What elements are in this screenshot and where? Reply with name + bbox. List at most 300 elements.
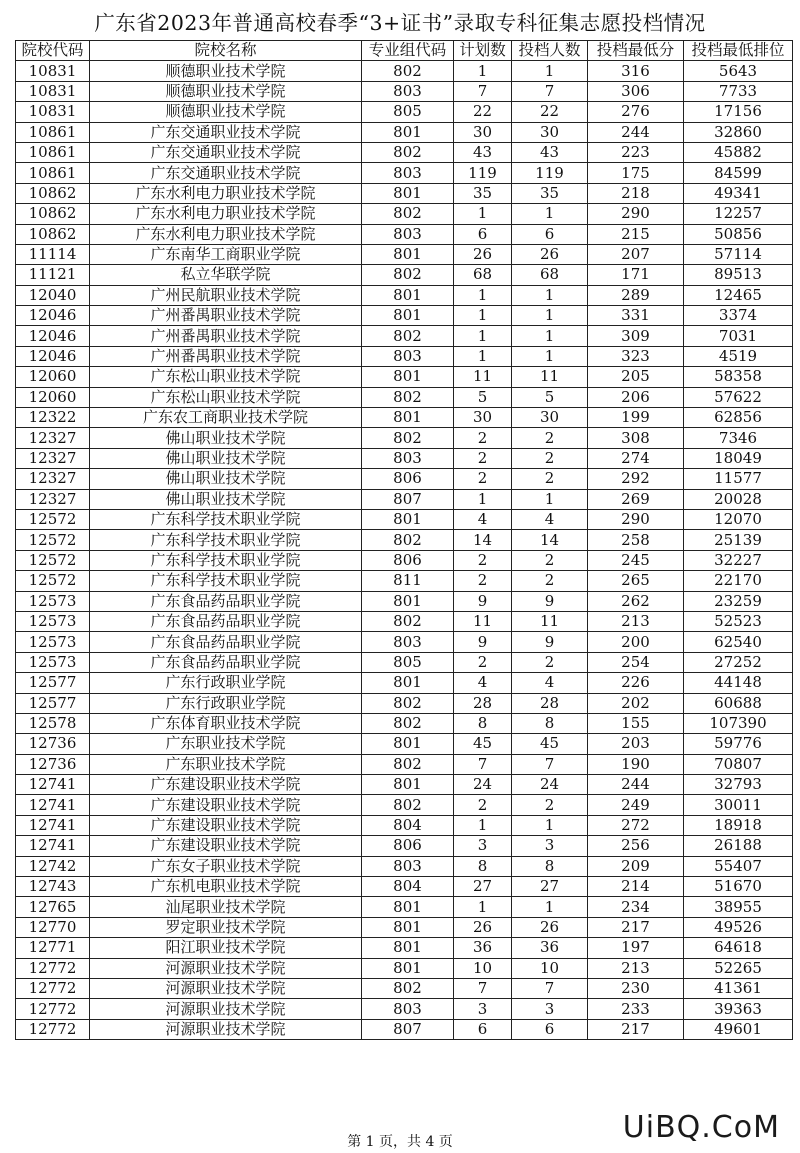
- cell-school-code: 12772: [16, 999, 90, 1019]
- cell-group-code: 802: [362, 530, 454, 550]
- cell-plan-count: 8: [454, 713, 512, 733]
- cell-admit-count: 43: [512, 142, 588, 162]
- table-row: [16, 571, 793, 591]
- cell-admit-count: 14: [512, 530, 588, 550]
- table-row: [16, 448, 793, 468]
- cell-min-rank: 45882: [684, 142, 793, 162]
- cell-group-code: 802: [362, 795, 454, 815]
- table-row: [16, 734, 793, 754]
- cell-admit-count: 26: [512, 917, 588, 937]
- cell-group-code: 801: [362, 673, 454, 693]
- cell-plan-count: 45: [454, 734, 512, 754]
- cell-min-rank: 58358: [684, 367, 793, 387]
- cell-school-name: 广州番禺职业技术学院: [90, 346, 362, 366]
- cell-min-rank: 49341: [684, 183, 793, 203]
- cell-school-code: 10862: [16, 183, 90, 203]
- cell-plan-count: 1: [454, 285, 512, 305]
- cell-plan-count: 1: [454, 897, 512, 917]
- cell-school-name: 河源职业技术学院: [90, 978, 362, 998]
- cell-plan-count: 2: [454, 469, 512, 489]
- cell-min-rank: 60688: [684, 693, 793, 713]
- table-row: [16, 1019, 793, 1039]
- cell-group-code: 804: [362, 815, 454, 835]
- cell-min-score: 244: [588, 122, 684, 142]
- table-row: [16, 632, 793, 652]
- cell-plan-count: 14: [454, 530, 512, 550]
- table-row: [16, 183, 793, 203]
- cell-min-score: 258: [588, 530, 684, 550]
- cell-admit-count: 2: [512, 652, 588, 672]
- cell-plan-count: 1: [454, 326, 512, 346]
- cell-plan-count: 119: [454, 163, 512, 183]
- table-row: [16, 326, 793, 346]
- cell-admit-count: 11: [512, 611, 588, 631]
- cell-plan-count: 22: [454, 102, 512, 122]
- cell-school-code: 12770: [16, 917, 90, 937]
- table-row: [16, 815, 793, 835]
- cell-group-code: 811: [362, 571, 454, 591]
- cell-group-code: 803: [362, 856, 454, 876]
- cell-school-code: 12046: [16, 346, 90, 366]
- cell-school-code: 10831: [16, 61, 90, 81]
- cell-admit-count: 5: [512, 387, 588, 407]
- cell-plan-count: 35: [454, 183, 512, 203]
- cell-min-score: 200: [588, 632, 684, 652]
- cell-min-rank: 23259: [684, 591, 793, 611]
- cell-school-code: 12741: [16, 775, 90, 795]
- cell-school-name: 河源职业技术学院: [90, 999, 362, 1019]
- cell-admit-count: 26: [512, 244, 588, 264]
- cell-school-code: 12327: [16, 428, 90, 448]
- cell-school-name: 广东食品药品职业学院: [90, 652, 362, 672]
- cell-school-name: 佛山职业技术学院: [90, 489, 362, 509]
- cell-plan-count: 3: [454, 999, 512, 1019]
- cell-school-code: 12577: [16, 693, 90, 713]
- cell-group-code: 806: [362, 550, 454, 570]
- cell-min-score: 274: [588, 448, 684, 468]
- cell-plan-count: 7: [454, 754, 512, 774]
- cell-min-rank: 70807: [684, 754, 793, 774]
- cell-group-code: 803: [362, 346, 454, 366]
- cell-min-score: 249: [588, 795, 684, 815]
- cell-school-name: 广东水利电力职业技术学院: [90, 183, 362, 203]
- cell-school-name: 广东科学技术职业学院: [90, 571, 362, 591]
- cell-school-code: 12327: [16, 448, 90, 468]
- cell-school-code: 12572: [16, 571, 90, 591]
- cell-min-score: 205: [588, 367, 684, 387]
- cell-group-code: 803: [362, 999, 454, 1019]
- cell-plan-count: 3: [454, 836, 512, 856]
- cell-group-code: 807: [362, 1019, 454, 1039]
- cell-school-name: 广东食品药品职业学院: [90, 632, 362, 652]
- table-row: [16, 224, 793, 244]
- cell-min-score: 256: [588, 836, 684, 856]
- cell-min-score: 265: [588, 571, 684, 591]
- cell-school-name: 顺德职业技术学院: [90, 61, 362, 81]
- cell-admit-count: 1: [512, 326, 588, 346]
- cell-plan-count: 2: [454, 448, 512, 468]
- cell-admit-count: 8: [512, 713, 588, 733]
- cell-plan-count: 26: [454, 244, 512, 264]
- cell-min-rank: 20028: [684, 489, 793, 509]
- cell-min-score: 262: [588, 591, 684, 611]
- cell-group-code: 801: [362, 917, 454, 937]
- cell-school-code: 12741: [16, 795, 90, 815]
- cell-min-score: 218: [588, 183, 684, 203]
- cell-plan-count: 8: [454, 856, 512, 876]
- cell-min-score: 308: [588, 428, 684, 448]
- cell-min-score: 223: [588, 142, 684, 162]
- cell-min-score: 234: [588, 897, 684, 917]
- cell-plan-count: 4: [454, 509, 512, 529]
- table-row: [16, 367, 793, 387]
- cell-group-code: 801: [362, 408, 454, 428]
- cell-admit-count: 119: [512, 163, 588, 183]
- cell-min-rank: 39363: [684, 999, 793, 1019]
- cell-min-score: 207: [588, 244, 684, 264]
- cell-school-code: 12327: [16, 489, 90, 509]
- cell-school-code: 12741: [16, 815, 90, 835]
- table-row: [16, 958, 793, 978]
- table-row: [16, 877, 793, 897]
- cell-school-name: 广东科学技术职业学院: [90, 530, 362, 550]
- cell-plan-count: 5: [454, 387, 512, 407]
- cell-min-rank: 107390: [684, 713, 793, 733]
- cell-admit-count: 7: [512, 978, 588, 998]
- cell-min-score: 213: [588, 958, 684, 978]
- cell-school-code: 12577: [16, 673, 90, 693]
- table-row: [16, 836, 793, 856]
- cell-min-score: 213: [588, 611, 684, 631]
- cell-school-name: 广东职业技术学院: [90, 754, 362, 774]
- cell-min-score: 323: [588, 346, 684, 366]
- cell-school-name: 广东建设职业技术学院: [90, 815, 362, 835]
- cell-school-code: 12572: [16, 550, 90, 570]
- cell-min-score: 215: [588, 224, 684, 244]
- table-row: [16, 999, 793, 1019]
- cell-plan-count: 24: [454, 775, 512, 795]
- cell-plan-count: 2: [454, 550, 512, 570]
- cell-min-score: 254: [588, 652, 684, 672]
- cell-group-code: 802: [362, 61, 454, 81]
- cell-school-code: 12772: [16, 1019, 90, 1039]
- cell-school-code: 12736: [16, 754, 90, 774]
- cell-admit-count: 3: [512, 999, 588, 1019]
- cell-school-name: 广州民航职业技术学院: [90, 285, 362, 305]
- cell-min-rank: 18918: [684, 815, 793, 835]
- cell-school-name: 广东建设职业技术学院: [90, 775, 362, 795]
- cell-school-code: 12765: [16, 897, 90, 917]
- cell-school-code: 10861: [16, 122, 90, 142]
- cell-school-code: 10861: [16, 163, 90, 183]
- cell-admit-count: 2: [512, 550, 588, 570]
- cell-school-code: 10831: [16, 81, 90, 101]
- cell-school-name: 广东行政职业学院: [90, 673, 362, 693]
- cell-school-name: 顺德职业技术学院: [90, 81, 362, 101]
- cell-school-name: 河源职业技术学院: [90, 958, 362, 978]
- cell-plan-count: 43: [454, 142, 512, 162]
- cell-school-name: 广州番禺职业技术学院: [90, 326, 362, 346]
- cell-plan-count: 1: [454, 306, 512, 326]
- cell-group-code: 801: [362, 591, 454, 611]
- table-row: [16, 285, 793, 305]
- cell-school-code: 12040: [16, 285, 90, 305]
- cell-plan-count: 9: [454, 632, 512, 652]
- cell-plan-count: 30: [454, 122, 512, 142]
- cell-school-name: 广东食品药品职业学院: [90, 611, 362, 631]
- cell-group-code: 802: [362, 204, 454, 224]
- cell-group-code: 803: [362, 224, 454, 244]
- cell-plan-count: 2: [454, 652, 512, 672]
- cell-admit-count: 1: [512, 306, 588, 326]
- cell-plan-count: 4: [454, 673, 512, 693]
- cell-min-score: 331: [588, 306, 684, 326]
- table-row: [16, 346, 793, 366]
- table-row: [16, 244, 793, 264]
- cell-plan-count: 30: [454, 408, 512, 428]
- cell-admit-count: 22: [512, 102, 588, 122]
- cell-admit-count: 1: [512, 897, 588, 917]
- cell-min-rank: 27252: [684, 652, 793, 672]
- cell-school-code: 12772: [16, 958, 90, 978]
- table-row: [16, 795, 793, 815]
- table-row: [16, 652, 793, 672]
- cell-group-code: 801: [362, 244, 454, 264]
- cell-group-code: 803: [362, 632, 454, 652]
- cell-plan-count: 27: [454, 877, 512, 897]
- cell-group-code: 803: [362, 448, 454, 468]
- cell-min-score: 171: [588, 265, 684, 285]
- cell-min-score: 290: [588, 509, 684, 529]
- cell-group-code: 801: [362, 285, 454, 305]
- cell-min-score: 155: [588, 713, 684, 733]
- cell-school-name: 广东交通职业技术学院: [90, 122, 362, 142]
- cell-group-code: 802: [362, 326, 454, 346]
- cell-group-code: 801: [362, 367, 454, 387]
- cell-school-code: 10831: [16, 102, 90, 122]
- cell-min-score: 306: [588, 81, 684, 101]
- cell-admit-count: 9: [512, 632, 588, 652]
- column-header: 院校名称: [90, 41, 362, 61]
- cell-min-score: 202: [588, 693, 684, 713]
- cell-min-rank: 12257: [684, 204, 793, 224]
- cell-admit-count: 27: [512, 877, 588, 897]
- cell-min-rank: 38955: [684, 897, 793, 917]
- cell-admit-count: 6: [512, 224, 588, 244]
- table-row: [16, 102, 793, 122]
- cell-min-rank: 18049: [684, 448, 793, 468]
- cell-admit-count: 2: [512, 469, 588, 489]
- cell-plan-count: 68: [454, 265, 512, 285]
- table-row: [16, 897, 793, 917]
- cell-min-rank: 17156: [684, 102, 793, 122]
- cell-school-code: 12573: [16, 591, 90, 611]
- cell-group-code: 802: [362, 265, 454, 285]
- table-row: [16, 673, 793, 693]
- cell-min-rank: 32227: [684, 550, 793, 570]
- cell-admit-count: 8: [512, 856, 588, 876]
- cell-school-code: 12736: [16, 734, 90, 754]
- cell-school-name: 广东水利电力职业技术学院: [90, 204, 362, 224]
- cell-school-name: 广东食品药品职业学院: [90, 591, 362, 611]
- table-row: [16, 978, 793, 998]
- cell-school-code: 12046: [16, 326, 90, 346]
- cell-min-score: 175: [588, 163, 684, 183]
- cell-group-code: 802: [362, 693, 454, 713]
- cell-min-score: 233: [588, 999, 684, 1019]
- watermark-logo: UiBQ.CoM: [622, 1110, 780, 1145]
- column-header: 院校代码: [16, 41, 90, 61]
- cell-group-code: 802: [362, 978, 454, 998]
- cell-school-name: 广东交通职业技术学院: [90, 163, 362, 183]
- cell-group-code: 807: [362, 489, 454, 509]
- cell-admit-count: 1: [512, 61, 588, 81]
- table-row: [16, 509, 793, 529]
- cell-school-code: 12046: [16, 306, 90, 326]
- page-footer: 第 1 页，共 4 页: [347, 1134, 453, 1150]
- cell-school-name: 广东建设职业技术学院: [90, 836, 362, 856]
- page-title: 广东省2023年普通高校春季“3+证书”录取专科征集志愿投档情况: [94, 11, 706, 35]
- table-row: [16, 489, 793, 509]
- cell-min-score: 197: [588, 938, 684, 958]
- cell-plan-count: 2: [454, 571, 512, 591]
- cell-min-rank: 30011: [684, 795, 793, 815]
- cell-min-rank: 26188: [684, 836, 793, 856]
- cell-admit-count: 45: [512, 734, 588, 754]
- table-row: [16, 938, 793, 958]
- cell-school-name: 佛山职业技术学院: [90, 428, 362, 448]
- cell-school-name: 广东机电职业技术学院: [90, 877, 362, 897]
- cell-min-score: 290: [588, 204, 684, 224]
- table-row: [16, 204, 793, 224]
- cell-group-code: 802: [362, 713, 454, 733]
- table-row: [16, 81, 793, 101]
- cell-school-code: 10861: [16, 142, 90, 162]
- cell-admit-count: 11: [512, 367, 588, 387]
- cell-school-name: 广东建设职业技术学院: [90, 795, 362, 815]
- cell-school-name: 汕尾职业技术学院: [90, 897, 362, 917]
- cell-min-rank: 41361: [684, 978, 793, 998]
- cell-min-rank: 57114: [684, 244, 793, 264]
- cell-plan-count: 1: [454, 204, 512, 224]
- table-row: [16, 856, 793, 876]
- cell-plan-count: 7: [454, 81, 512, 101]
- cell-min-score: 226: [588, 673, 684, 693]
- cell-school-code: 12572: [16, 530, 90, 550]
- cell-school-code: 12743: [16, 877, 90, 897]
- table-row: [16, 428, 793, 448]
- cell-school-code: 12572: [16, 509, 90, 529]
- cell-group-code: 803: [362, 81, 454, 101]
- cell-min-score: 292: [588, 469, 684, 489]
- cell-plan-count: 6: [454, 1019, 512, 1039]
- cell-plan-count: 2: [454, 428, 512, 448]
- cell-group-code: 802: [362, 387, 454, 407]
- cell-min-score: 203: [588, 734, 684, 754]
- cell-min-score: 245: [588, 550, 684, 570]
- cell-min-rank: 62856: [684, 408, 793, 428]
- cell-min-score: 309: [588, 326, 684, 346]
- cell-school-name: 顺德职业技术学院: [90, 102, 362, 122]
- cell-min-rank: 84599: [684, 163, 793, 183]
- cell-plan-count: 1: [454, 815, 512, 835]
- cell-group-code: 801: [362, 775, 454, 795]
- cell-school-code: 12573: [16, 652, 90, 672]
- cell-min-rank: 7733: [684, 81, 793, 101]
- cell-min-rank: 7031: [684, 326, 793, 346]
- cell-school-name: 广东交通职业技术学院: [90, 142, 362, 162]
- cell-group-code: 803: [362, 163, 454, 183]
- cell-group-code: 802: [362, 142, 454, 162]
- cell-school-code: 12741: [16, 836, 90, 856]
- table-row: [16, 142, 793, 162]
- cell-plan-count: 36: [454, 938, 512, 958]
- cell-min-rank: 50856: [684, 224, 793, 244]
- cell-min-rank: 3374: [684, 306, 793, 326]
- cell-group-code: 805: [362, 102, 454, 122]
- cell-admit-count: 10: [512, 958, 588, 978]
- cell-admit-count: 2: [512, 428, 588, 448]
- cell-min-rank: 51670: [684, 877, 793, 897]
- cell-group-code: 801: [362, 734, 454, 754]
- cell-school-name: 广州番禺职业技术学院: [90, 306, 362, 326]
- cell-school-name: 广东水利电力职业技术学院: [90, 224, 362, 244]
- cell-plan-count: 1: [454, 61, 512, 81]
- cell-min-score: 272: [588, 815, 684, 835]
- cell-group-code: 801: [362, 897, 454, 917]
- cell-admit-count: 1: [512, 489, 588, 509]
- table-row: [16, 591, 793, 611]
- cell-group-code: 805: [362, 652, 454, 672]
- cell-plan-count: 1: [454, 346, 512, 366]
- cell-school-code: 12772: [16, 978, 90, 998]
- cell-min-rank: 49526: [684, 917, 793, 937]
- cell-admit-count: 4: [512, 673, 588, 693]
- cell-admit-count: 4: [512, 509, 588, 529]
- cell-group-code: 802: [362, 754, 454, 774]
- table-row: [16, 693, 793, 713]
- cell-plan-count: 11: [454, 611, 512, 631]
- table-row: [16, 163, 793, 183]
- cell-admit-count: 2: [512, 795, 588, 815]
- table-row: [16, 917, 793, 937]
- cell-min-rank: 44148: [684, 673, 793, 693]
- cell-min-rank: 52265: [684, 958, 793, 978]
- cell-min-rank: 4519: [684, 346, 793, 366]
- cell-min-score: 269: [588, 489, 684, 509]
- cell-min-score: 206: [588, 387, 684, 407]
- cell-min-score: 190: [588, 754, 684, 774]
- cell-school-name: 广东松山职业技术学院: [90, 387, 362, 407]
- cell-admit-count: 35: [512, 183, 588, 203]
- column-header: 投档人数: [512, 41, 588, 61]
- column-header: 投档最低分: [588, 41, 684, 61]
- cell-group-code: 801: [362, 183, 454, 203]
- cell-school-name: 阳江职业技术学院: [90, 938, 362, 958]
- cell-min-rank: 5643: [684, 61, 793, 81]
- cell-min-rank: 11577: [684, 469, 793, 489]
- cell-plan-count: 28: [454, 693, 512, 713]
- cell-admit-count: 1: [512, 346, 588, 366]
- cell-school-name: 私立华联学院: [90, 265, 362, 285]
- cell-min-score: 214: [588, 877, 684, 897]
- cell-min-rank: 12465: [684, 285, 793, 305]
- cell-school-code: 11121: [16, 265, 90, 285]
- cell-admit-count: 7: [512, 81, 588, 101]
- cell-school-name: 广东体育职业技术学院: [90, 713, 362, 733]
- cell-min-score: 217: [588, 1019, 684, 1039]
- cell-admit-count: 36: [512, 938, 588, 958]
